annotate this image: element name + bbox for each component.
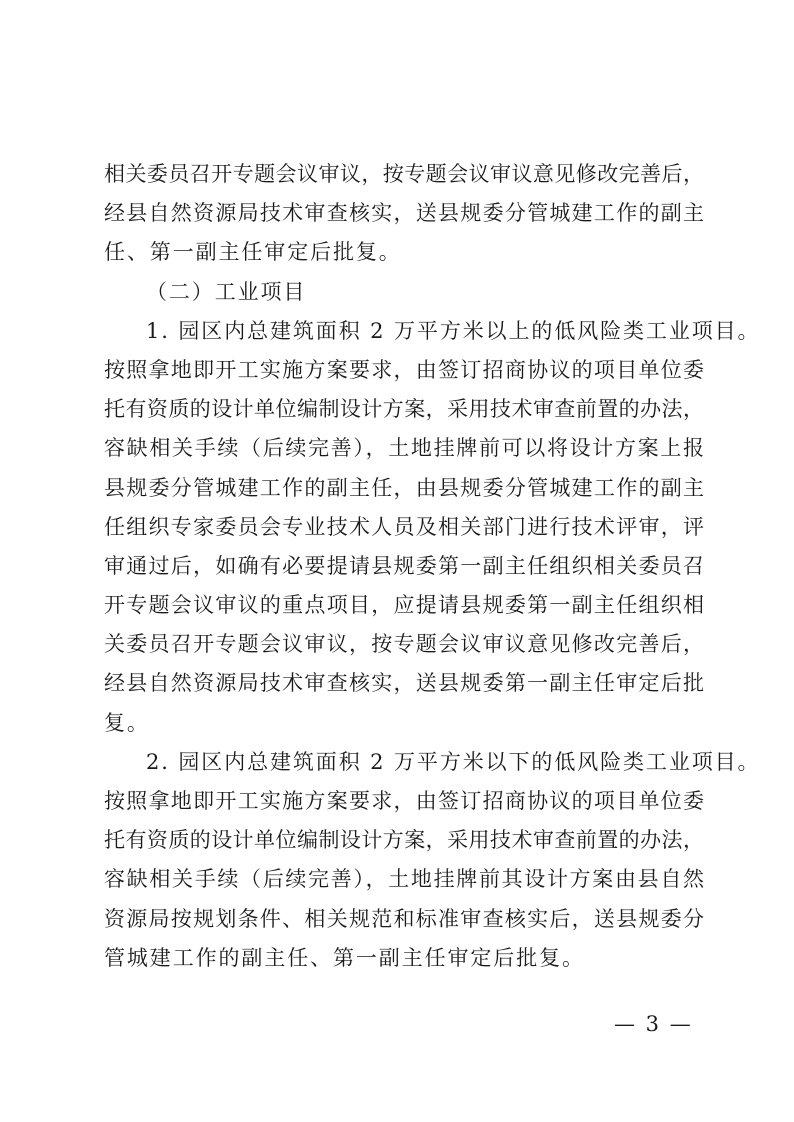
page-number: — 3 — (614, 1012, 693, 1036)
text-line: 管城建工作的副主任、第一副主任审定后批复。 (104, 945, 585, 970)
text-line: 关委员召开专题会议审议，按专题会议审议意见修改完善后， (104, 632, 704, 657)
document-body (104, 155, 761, 978)
text-line: 托有资质的设计单位编制设计方案，采用技术审查前置的办法， (104, 397, 704, 422)
text-line: 按照拿地即开工实施方案要求，由签订招商协议的项目单位委 (104, 789, 704, 813)
text-line: 任、第一副主任审定后批复。 (104, 240, 402, 265)
section-heading: （二）工业项目 (146, 279, 307, 304)
text-line: 按照拿地即开工实施方案要求，由签订招商协议的项目单位委 (104, 357, 704, 382)
text-line: 经县自然资源局技术审查核实，送县规委第一副主任审定后批 (104, 671, 704, 696)
text-line: 容缺相关手续（后续完善），土地挂牌前其设计方案由县自然 (104, 867, 704, 892)
item-heading: 2. 园区内总建筑面积 2 万平方米以下的低风险类工业项目。 (146, 749, 761, 774)
text-line: 容缺相关手续（后续完善），土地挂牌前可以将设计方案上报 (104, 436, 704, 461)
text-line: 任组织专家委员会专业技术人员及相关部门进行技术评审，评 (104, 514, 704, 539)
text-line: 审通过后，如确有必要提请县规委第一副主任组织相关委员召 (104, 553, 704, 578)
text-line: 开专题会议审议的重点项目，应提请县规委第一副主任组织相 (104, 593, 704, 618)
text-line: 相关委员召开专题会议审议，按专题会议审议意见修改完善后， (104, 162, 704, 186)
text-line: 资源局按规划条件、相关规范和标准审查核实后，送县规委分 (104, 906, 704, 931)
text-line: 托有资质的设计单位编制设计方案，采用技术审查前置的办法， (104, 828, 704, 853)
text-line: 复。 (104, 710, 150, 735)
item-heading: 1. 园区内总建筑面积 2 万平方米以上的低风险类工业项目。 (146, 318, 761, 343)
text-line: 县规委分管城建工作的副主任，由县规委分管城建工作的副主 (104, 475, 704, 500)
text-line: 经县自然资源局技术审查核实，送县规委分管城建工作的副主 (104, 201, 704, 226)
